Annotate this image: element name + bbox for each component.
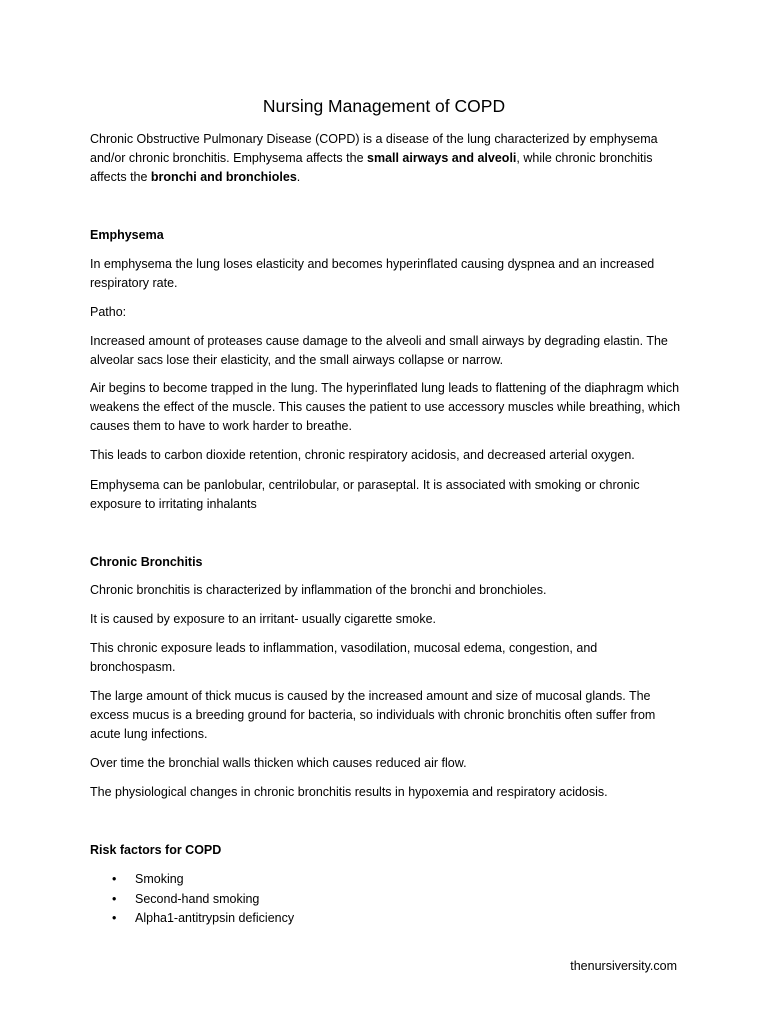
intro-bold-2: bronchi and bronchioles: [150, 170, 297, 184]
emphysema-paragraph-5: This leads to carbon dioxide retention, chronic respiratory acidosis, and decreased arterial oxygen.: [90, 448, 635, 462]
bronchitis-paragraph-2: It is caused by exposure to an irritant- usually cigarette smoke.: [90, 612, 436, 626]
risk-heading: Risk factors for COPD: [90, 843, 222, 857]
emphysema-paragraph-4: Air begins to become trapped in the lung. The hyperinflated lung leads to flattening of the diaphragm which weakens the effect of the muscle. This causes the patient to use accessory muscles while breathing, which causes them to have to work harder to breathe.: [90, 381, 681, 433]
bronchitis-paragraph-1: Chronic bronchitis is characterized by inflammation of the bronchi and bronchioles.: [90, 583, 547, 597]
list-item: [90, 909, 294, 929]
intro-text-1: Chronic Obstructive Pulmonary Disease (COPD) is a disease of the lung characterized by emphysema and/or chronic bronchitis. Emphysema affects the: [90, 132, 658, 165]
emphysema-heading: Emphysema: [90, 228, 164, 242]
page-title: Nursing Management of COPD: [262, 96, 506, 116]
bullet-icon: •: [112, 872, 117, 886]
bullet-icon: •: [112, 891, 117, 906]
bronchitis-paragraph-4: The large amount of thick mucus is caused by the increased amount and size of mucosal glands. The excess mucus is a breeding ground for bacteria, so individuals with chronic bronchitis often suffer from acute lung infections.: [90, 689, 656, 741]
bronchitis-heading: Chronic Bronchitis: [90, 555, 203, 569]
intro-paragraph: [90, 130, 682, 187]
bronchitis-paragraph-6: The physiological changes in chronic bronchitis results in hypoxemia and respiratory acidosis.: [90, 785, 608, 799]
bronchitis-paragraph-3: This chronic exposure leads to inflammation, vasodilation, mucosal edema, congestion, and bronchospasm.: [90, 641, 598, 674]
list-item: [90, 870, 294, 890]
emphysema-paragraph-1: In emphysema the lung loses elasticity and becomes hyperinflated causing dyspnea and an increased respiratory rate.: [90, 257, 655, 290]
list-item-text: Alpha1-antitrypsin deficiency: [135, 911, 295, 925]
footer-site-url: thenursiversity.com: [570, 959, 677, 973]
intro-bold-1: small airways and alveoli: [367, 151, 517, 165]
bronchitis-paragraph-5: Over time the bronchial walls thicken which causes reduced air flow.: [90, 756, 467, 770]
emphysema-paragraph-6: Emphysema can be panlobular, centrilobular, or paraseptal. It is associated with smoking or chronic exposure to irritating inhalants: [90, 478, 640, 511]
list-item: [90, 890, 294, 910]
risk-factor-list: [90, 870, 294, 929]
list-item-text: Second-hand smoking: [135, 891, 260, 906]
intro-text-2: , while chronic bronchitis affects the: [90, 151, 653, 184]
emphysema-paragraph-2: Patho:: [90, 305, 127, 319]
intro-text-3: .: [296, 170, 301, 184]
emphysema-paragraph-3: Increased amount of proteases cause damage to the alveoli and small airways by degrading elastin. The alveolar sacs lose their elasticity, and the small airways collapse or narrow.: [90, 334, 668, 367]
bullet-icon: •: [112, 911, 117, 925]
list-item-text: Smoking: [135, 872, 184, 886]
